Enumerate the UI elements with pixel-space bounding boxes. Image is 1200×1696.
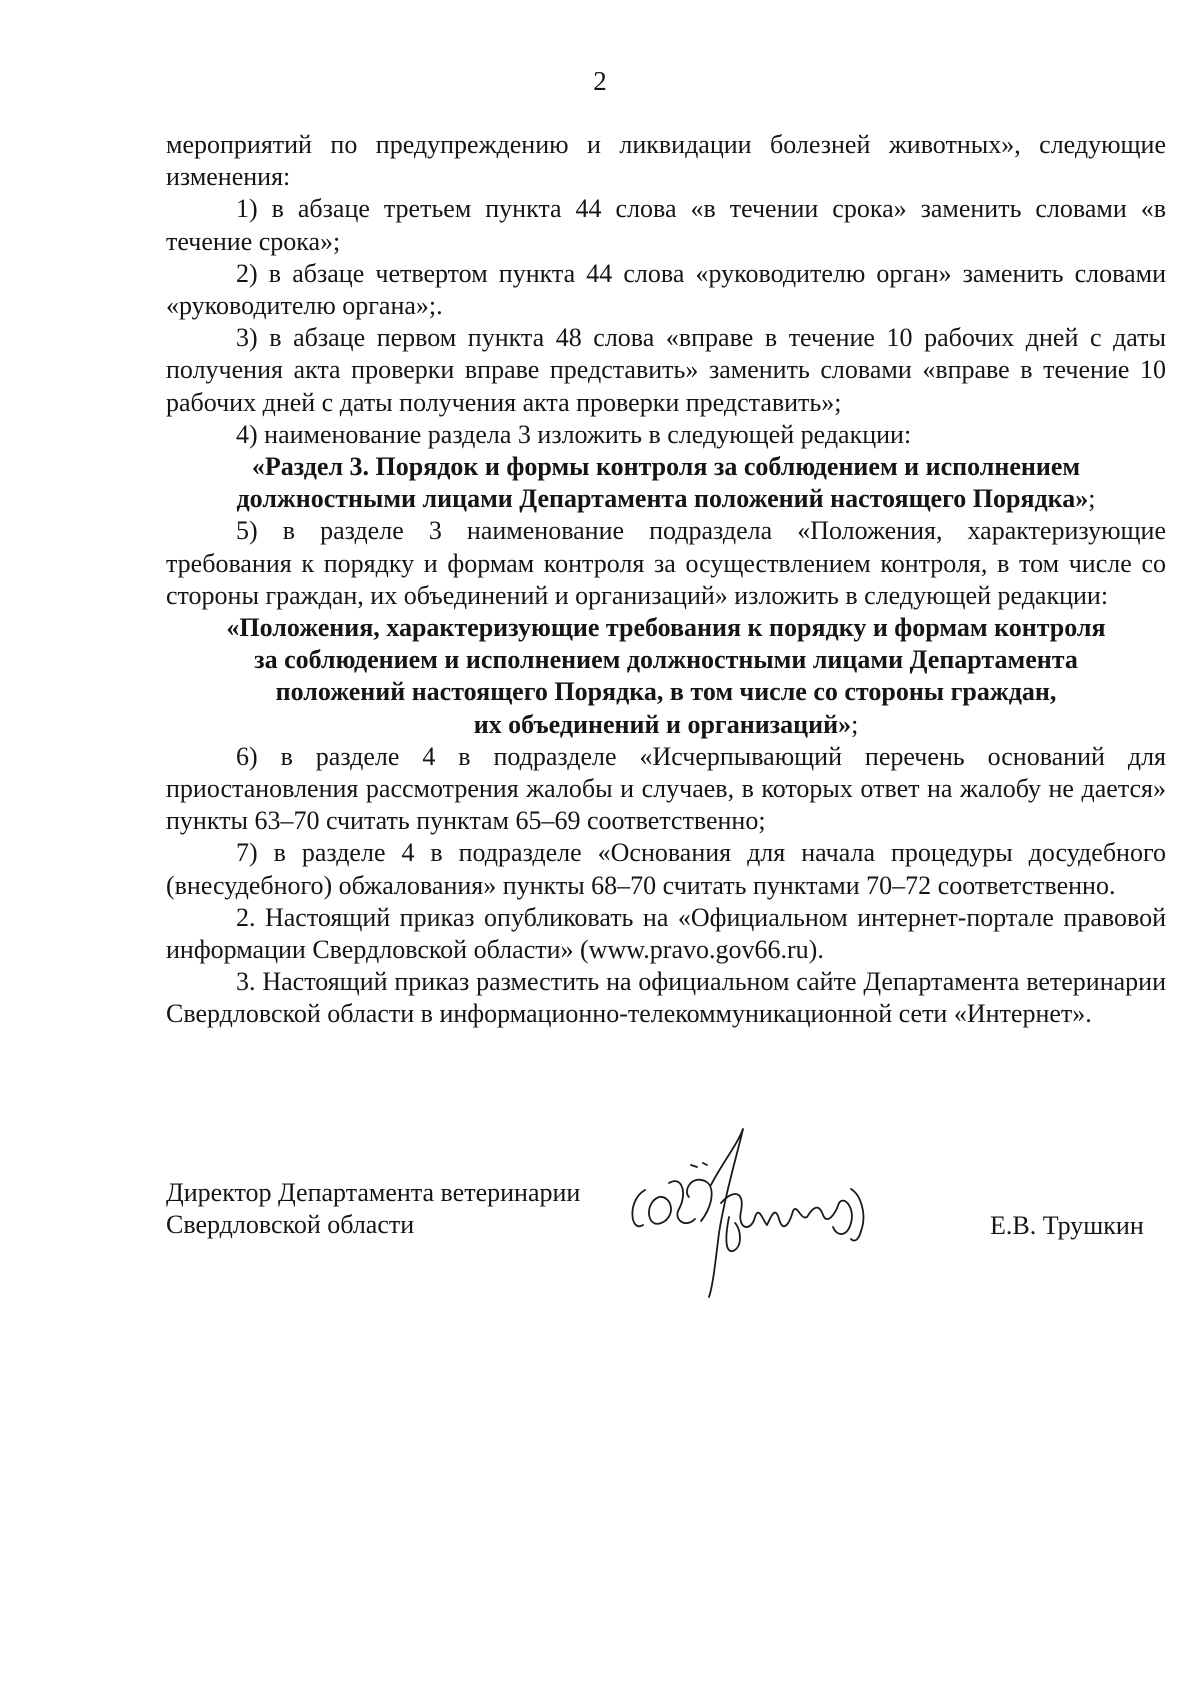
list-item-7: 7) в разделе 4 в подразделе «Основания для начала процедуры досудебного (внесудебного) обжалования» пункты 68–70 считать пунктами 70–72 соответственно. xyxy=(166,838,1166,900)
signatory-name: Е.В. Трушкин xyxy=(990,1211,1144,1240)
quote-line: «Раздел 3. Порядок и формы контроля за соблюдением и исполнением xyxy=(251,452,1081,482)
signatory-position-line: Директор Департамента ветеринарии xyxy=(166,1178,581,1207)
quote-line: за соблюдением и исполнением должностными лицами Департамента xyxy=(254,645,1078,675)
section-3-title-quote xyxy=(166,451,1166,515)
quote-line: их объединений и организаций» xyxy=(473,709,852,739)
signatory-position xyxy=(166,1177,580,1241)
signatory-position-line: Свердловской области xyxy=(166,1210,415,1239)
quote-line: положений настоящего Порядка, в том числе со стороны граждан, xyxy=(275,677,1057,707)
list-item-1: 1) в абзаце третьем пункта 44 слова «в течении срока» заменить словами «в течение срока»; xyxy=(166,194,1166,256)
page-number: 2 xyxy=(593,66,607,96)
quote-tail: ; xyxy=(1088,484,1096,514)
paragraph-intro: мероприятий по предупреждению и ликвидации болезней животных», следующие изменения: xyxy=(166,130,1166,192)
handwritten-signature xyxy=(625,1125,925,1305)
list-item-5: 5) в разделе 3 наименование подраздела «Положения, характеризующие требования к порядку и формам контроля за осуществлением контроля, в том числе со стороны граждан, их объединений и организаций» изложить в следующей редакции: xyxy=(166,516,1166,610)
list-item-3: 3) в абзаце первом пункта 48 слова «вправе в течение 10 рабочих дней с даты получения акта проверки вправе представить» заменить словами «вправе в течение 10 рабочих дней с даты получения акта проверки представить»; xyxy=(166,323,1166,417)
subsection-title-quote xyxy=(166,612,1166,741)
list-item-6: 6) в разделе 4 в подразделе «Исчерпывающий перечень оснований для приостановления рассмотрения жалобы и случаев, в которых ответ на жалобу не дается» пункты 63–70 считать пунктам 65–69 соответственно; xyxy=(166,741,1166,836)
order-clause-2: 2. Настоящий приказ опубликовать на «Официальном интернет-портале правовой информации Свердловской области» (www.pravo.gov66.ru). xyxy=(166,902,1166,965)
quote-line: «Положения, характеризующие требования к порядку и формам контроля xyxy=(226,613,1106,643)
list-item-2: 2) в абзаце четвертом пункта 44 слова «руководителю орган» заменить словами «руководителю органа»;. xyxy=(166,258,1166,321)
document-body xyxy=(166,129,1166,1031)
list-item-4: 4) наименование раздела 3 изложить в следующей редакции: xyxy=(236,419,912,449)
order-clause-3: 3. Настоящий приказ разместить на официальном сайте Департамента ветеринарии Свердловской области в информационно-телекоммуникационной сети «Интернет». xyxy=(166,967,1166,1029)
quote-tail: ; xyxy=(851,709,859,739)
quote-line: должностными лицами Департамента положений настоящего Порядка» xyxy=(236,484,1089,514)
